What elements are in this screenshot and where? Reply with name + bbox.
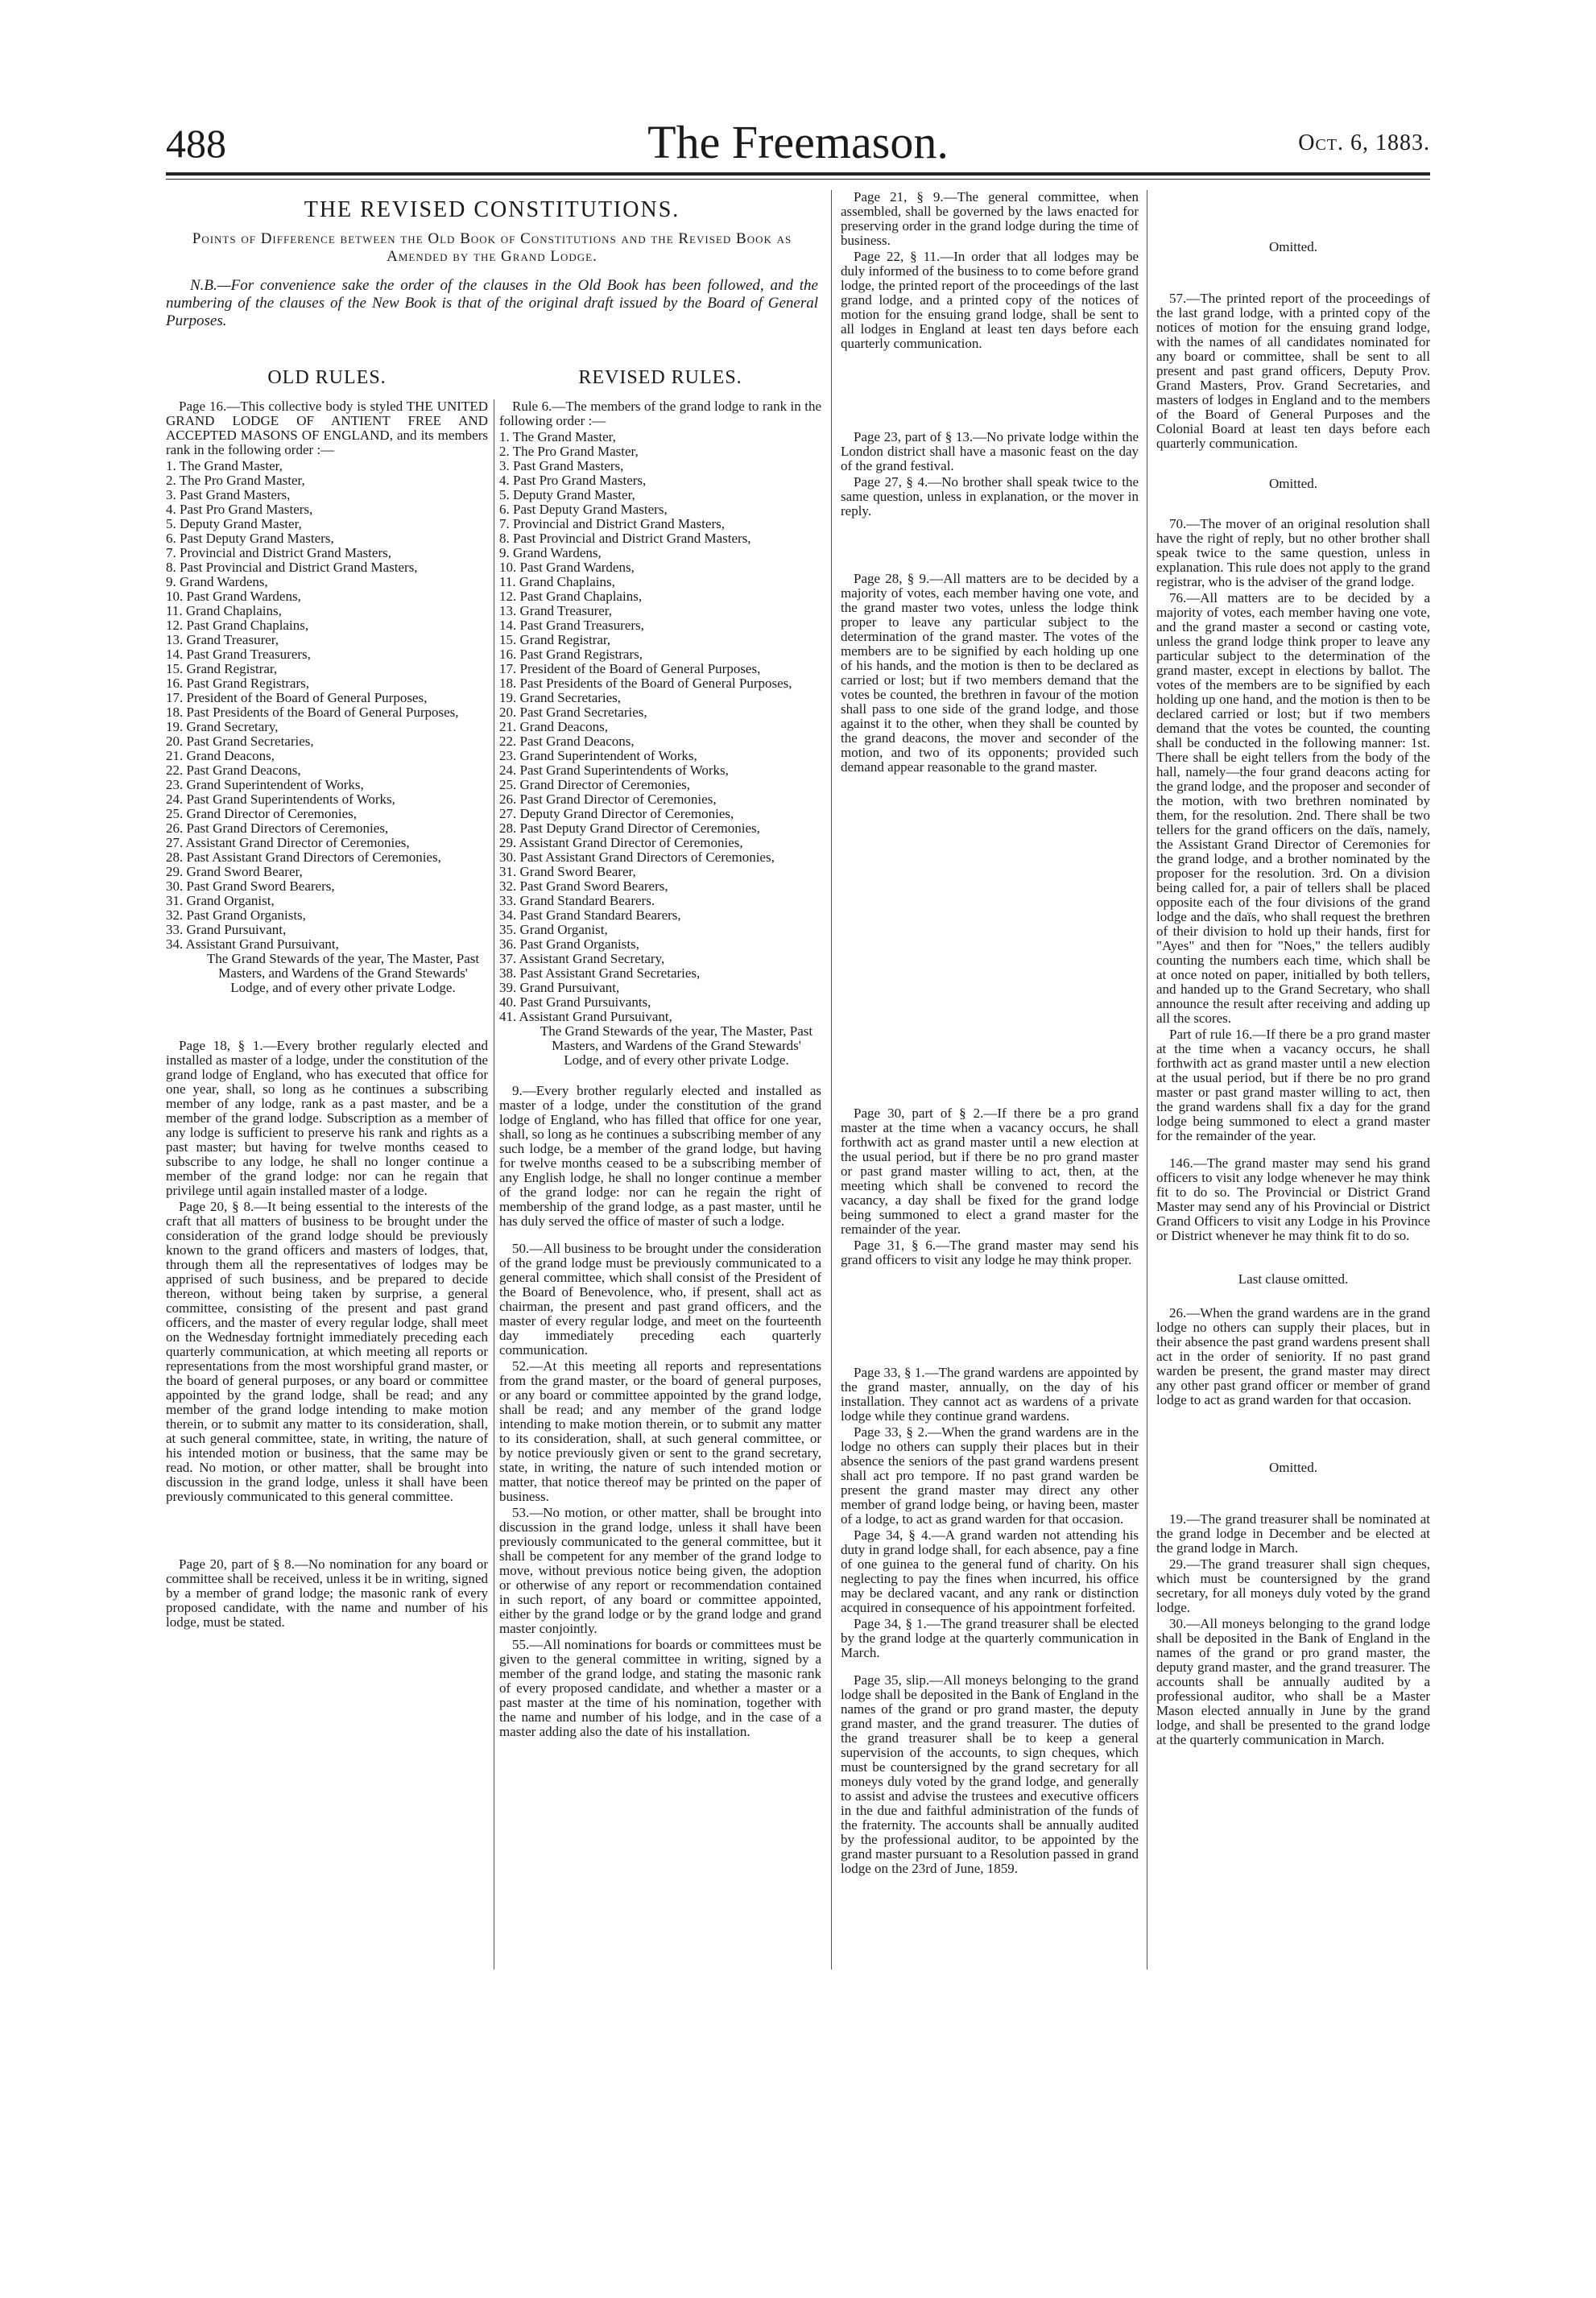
revised-rule-26: 26.—When the grand wardens are in the grand lodge no others can supply their places, but in their absence the past grand wardens present shall act in the order of seniority. If no past grand warden be present, the grand master may direct any other past grand officer or member of grand lodge to act as grand warden for that occasion. <box>1156 1305 1430 1407</box>
revised-rank-item: 24. Past Grand Superintendents of Works, <box>499 763 729 778</box>
revised-rank-item: 18. Past Presidents of the Board of General Purposes, <box>499 676 792 691</box>
revised-rule-76: 76.—All matters are to be decided by a majority of votes, each member having one vote, and the grand master a second or casting vote, unless the grand lodge think proper to leave any particular subject to the determination of the grand master, except in elections by ballot. The votes of the members are to be signified by each holding up one hand, and the motion is then to be declared carried or lost; but if two members demand that the votes be counted, the counting shall be conducted in the following manner: 1st. There shall be eight tellers from the body of the hall, namely—the four grand deacons acting for the grand lodge, and the proposer and seconder of the motion, with two brethren nominated by them, for the resolution. 2nd. There shall be two tellers for the grand officers on the daïs, namely, the Assistant Grand Director of Ceremonies for the grand lodge, and a brother nominated by the proposer for the resolution. 3rd. On a division being called for, a pair of tellers shall be placed opposite each of the four divisions of the grand lodge and the daïs, who shall request the brethren of their division to hold up their hands, first for "Ayes" and then for "Noes," the tellers audibly counting the numbers each time, which shall be at once noted on paper, initialled by both tellers, and handed up to the Grand Secretary, who shall announce the result after receiving and adding up all the scores. <box>1156 590 1430 1026</box>
revised-intro: Rule 6.—The members of the grand lodge to rank in the following order :— <box>499 399 821 428</box>
revised-rule-53: 53.—No motion, or other matter, shall be brought into discussion in the grand lodge, unless it shall have been previously communicated to the general committee, but it shall be competent for any member of the grand lodge to move, without previous notice being given, the adoption or otherwise of any report or recommendation contained in such report, of any board or committee appointed, either by the grand lodge or by the grand lodge and grand master conjointly. <box>499 1505 821 1636</box>
revised-rank-item: 14. Past Grand Treasurers, <box>499 618 644 633</box>
old-ranks-tail: The Grand Stewards of the year, The Master, Past Masters, and Wardens of the Grand Stewards' Lodge, and of every other private Lodge. <box>206 951 480 995</box>
revised-rank-item: 31. Grand Sword Bearer, <box>499 864 636 879</box>
old-rank-item: 18. Past Presidents of the Board of General Purposes, <box>166 705 459 720</box>
newspaper-title: The Freemason. <box>647 116 949 168</box>
revised-rank-item: 20. Past Grand Secretaries, <box>499 705 647 720</box>
revised-rank-item: 26. Past Grand Director of Ceremonies, <box>499 791 717 807</box>
revised-ranks-tail: The Grand Stewards of the year, The Master, Past Masters, and Wardens of the Grand Stewards' Lodge, and of every other private Lodge. <box>540 1023 813 1068</box>
revised-rule-50: 50.—All business to be brought under the consideration of the grand lodge must be previously communicated to a general committee, which shall consist of the President of the Board of Benevolence, who, if present, shall act as chairman, the present and past grand officers, and the master of every regular lodge, and meet on the fourteenth day immediately preceding each quarterly communication. <box>499 1241 821 1358</box>
revised-rule-55: 55.—All nominations for boards or committees must be given to the general committee in writing, signed by a member of the grand lodge, and stating the masonic rank of every proposed candidate, and whether a master or a past master at the time of his nomination, together with the name and number of his lodge, and in the case of a master adding also the date of his installation. <box>499 1637 821 1739</box>
revised-rule-19: 19.—The grand treasurer shall be nominated at the grand lodge in December and be elected at the grand lodge in March. <box>1156 1511 1430 1556</box>
old-rules-column-continued <box>841 190 1139 1878</box>
omitted-note: Omitted. <box>1269 239 1317 254</box>
revised-rank-item: 22. Past Grand Deacons, <box>499 734 635 749</box>
revised-rank-item: 40. Past Grand Pursuivants, <box>499 994 651 1010</box>
revised-rank-item: 15. Grand Registrar, <box>499 632 611 647</box>
article-header <box>166 190 818 330</box>
old-page-23: Page 23, part of § 13.—No private lodge within the London district shall have a masonic feast on the day of the grand festival. <box>841 429 1139 473</box>
old-rank-item: 14. Past Grand Treasurers, <box>166 647 311 662</box>
old-rank-item: 32. Past Grand Organists, <box>166 907 306 923</box>
revised-rank-item: 30. Past Assistant Grand Directors of Ceremonies, <box>499 849 775 865</box>
revised-rule-9: 9.—Every brother regularly elected and installed as master of a lodge, under the constitution of the grand lodge of England, who has filled that office for one year, shall, so long as he continues a subscribing member of any such lodge, be a member of the grand lodge, but having for twelve months ceased to be a subscribing member of any English lodge, he shall no longer continue a member of the grand lodge: nor can he regain the right of membership of the grand lodge, as a past master, until he has duly served the office of master of such a lodge. <box>499 1083 821 1229</box>
revised-rule-29: 29.—The grand treasurer shall sign cheques, which must be countersigned by the grand secretary, for all moneys duly voted by the grand lodge. <box>1156 1556 1430 1615</box>
masthead <box>166 116 1430 168</box>
old-page-28: Page 28, § 9.—All matters are to be decided by a majority of votes, each member having one vote, and the grand master two votes, unless the lodge think proper to leave any particular subject to the determination of the grand master. The votes of the members are to be signified by each holding up one of his hands, and the motion is then to be declared as carried or lost; but if two members demand that the votes be counted, the brethren in favour of the motion shall pass to one side of the grand lodge, and those against it to the other, when they shall be counted by the grand deacons, the mover and seconder of the motion, and two of its opponents; provided such demand appear reasonable to the grand master. <box>841 571 1139 775</box>
revised-rule-146: 146.—The grand master may send his grand officers to visit any lodge whenever he may think fit to do so. The Provincial or District Grand Master may send any of his Provincial or District Grand Officers to visit any Lodge in his Province or District whenever he may think fit to do so. <box>1156 1155 1430 1243</box>
revised-rank-item: 1. The Grand Master, <box>499 429 616 444</box>
old-rank-item: 22. Past Grand Deacons, <box>166 763 301 778</box>
old-page-33-s2: Page 33, § 2.—When the grand wardens are in the lodge no others can supply their places but in their absence the seniors of the past grand wardens present shall act pro tempore. If no past grand warden be present the grand master may direct any other member of grand lodge being, or having been, master of a lodge, to act as grand warden for that occasion. <box>841 1424 1139 1527</box>
masthead-rule-thin <box>166 179 1430 180</box>
article-title: THE REVISED CONSTITUTIONS. <box>304 197 680 222</box>
old-rank-item: 25. Grand Director of Ceremonies, <box>166 806 357 821</box>
old-rank-item: 34. Assistant Grand Pursuivant, <box>166 936 339 952</box>
old-rules-column <box>166 399 488 1631</box>
revised-rank-item: 23. Grand Superintendent of Works, <box>499 748 697 763</box>
old-page-33: Page 33, § 1.—The grand wardens are appointed by the grand master, annually, on the day of his installation. They cannot act as wardens of a private lodge while they continue grand wardens. <box>841 1365 1139 1424</box>
masthead-rule <box>166 172 1430 176</box>
old-rank-item: 9. Grand Wardens, <box>166 574 268 589</box>
revised-rank-item: 3. Past Grand Masters, <box>499 458 624 473</box>
old-page-34-s1: Page 34, § 1.—The grand treasurer shall be elected by the grand lodge at the quarterly communication in March. <box>841 1616 1139 1660</box>
old-rank-item: 12. Past Grand Chaplains, <box>166 618 309 633</box>
old-rank-item: 3. Past Grand Masters, <box>166 487 291 502</box>
revised-rank-item: 12. Past Grand Chaplains, <box>499 589 643 604</box>
revised-rank-item: 8. Past Provincial and District Grand Masters, <box>499 531 751 546</box>
revised-rule-30: 30.—All moneys belonging to the grand lodge shall be deposited in the Bank of England in the names of the grand or pro grand master, the deputy grand master, and the grand treasurer. The accounts shall be annually audited by a professional auditor, who shall be a Master Mason elected annually in June by the grand lodge, and shall be presented to the grand lodge at the quarterly communication in March. <box>1156 1616 1430 1747</box>
old-rules-heading: OLD RULES. <box>267 367 387 388</box>
revised-rank-item: 6. Past Deputy Grand Masters, <box>499 502 668 517</box>
column-divider <box>831 190 832 1969</box>
old-rank-item: 28. Past Assistant Grand Directors of Ceremonies, <box>166 849 441 865</box>
revised-rank-item: 41. Assistant Grand Pursuivant, <box>499 1009 672 1024</box>
revised-rank-item: 39. Grand Pursuivant, <box>499 980 620 995</box>
old-page-35: Page 35, slip.—All moneys belonging to the grand lodge shall be deposited in the Bank of England in the names of the grand or pro grand master, the deputy grand master, and the grand treasurer. The duties of the grand treasurer shall be to keep a general supervision of the accounts, to sign cheques, which must be countersigned by the grand secretary for all moneys duly voted by the grand lodge, and generally to assist and advise the trustees and executive officers in the due and faithful administration of the funds of the fraternity. The accounts shall be annually audited by the professional auditor, to be appointed by the grand master pursuant to a Resolution passed in grand lodge on the 23rd of June, 1859. <box>841 1672 1139 1876</box>
old-rank-item: 2. The Pro Grand Master, <box>166 473 305 488</box>
revised-rank-item: 4. Past Pro Grand Masters, <box>499 473 647 488</box>
revised-rank-item: 7. Provincial and District Grand Masters, <box>499 516 725 531</box>
old-rank-item: 20. Past Grand Secretaries, <box>166 734 314 749</box>
revised-rank-item: 38. Past Assistant Grand Secretaries, <box>499 965 701 981</box>
old-rank-item: 27. Assistant Grand Director of Ceremonies, <box>166 835 410 850</box>
old-rank-item: 17. President of the Board of General Purposes, <box>166 690 428 705</box>
revised-rank-item: 25. Grand Director of Ceremonies, <box>499 777 690 792</box>
old-page-31: Page 31, § 6.—The grand master may send his grand officers to visit any lodge he may think proper. <box>841 1238 1139 1267</box>
revised-rules-column <box>499 399 821 1741</box>
revised-rule-57: 57.—The printed report of the proceedings of the last grand lodge, with a printed copy of the notices of motion for the ensuing grand lodge, with the names of all candidates nominated for any board or committee, shall be sent to all present and past grand officers, Deputy Prov. Grand Masters, Prov. Grand Secretaries, and masters of lodges in England and to the members of the Board of General Purposes and the Colonial Board at least ten days before each quarterly communication. <box>1156 291 1430 451</box>
old-page-27: Page 27, § 4.—No brother shall speak twice to the same question, unless in explanation, or the mover in reply. <box>841 474 1139 519</box>
revised-rank-item: 34. Past Grand Standard Bearers, <box>499 907 681 923</box>
revised-rank-item: 27. Deputy Grand Director of Ceremonies, <box>499 806 734 821</box>
old-rank-item: 30. Past Grand Sword Bearers, <box>166 878 335 894</box>
old-rank-item: 5. Deputy Grand Master, <box>166 516 302 531</box>
omitted-note: Omitted. <box>1269 1460 1317 1475</box>
revised-rank-item: 36. Past Grand Organists, <box>499 936 639 952</box>
old-page-20-part: Page 20, part of § 8.—No nomination for any board or committee shall be received, unless it be in writing, signed by a member of grand lodge; the masonic rank of every proposed candidate, with the name and number of his lodge, must be stated. <box>166 1556 488 1630</box>
old-intro: Page 16.—This collective body is styled THE UNITED GRAND LODGE OF ANTIENT FREE AND ACCEPTED MASONS OF ENGLAND, and its members rank in the following order :— <box>166 399 488 457</box>
old-rank-item: 10. Past Grand Wardens, <box>166 589 301 604</box>
revised-rank-list <box>499 430 821 1024</box>
article-subtitle: Points of Difference between the Old Book of Constitutions and the Revised Book as Amended by the Grand Lodge. <box>192 230 792 265</box>
revised-rank-item: 9. Grand Wardens, <box>499 545 602 560</box>
old-page-22: Page 22, § 11.—In order that all lodges may be duly informed of the business to to come before grand lodge, the printed report of the proceedings of the last grand lodge, and a printed copy of the notices of motion for the ensuing grand lodge, shall be sent to all lodges in England at least ten days before each quarterly communication. <box>841 249 1139 351</box>
revised-rank-item: 29. Assistant Grand Director of Ceremonies, <box>499 835 743 850</box>
revised-rank-item: 21. Grand Deacons, <box>499 719 609 734</box>
issue-date: Oct. 6, 1883. <box>1298 130 1430 155</box>
old-rank-item: 24. Past Grand Superintendents of Works, <box>166 791 395 807</box>
old-rank-item: 8. Past Provincial and District Grand Masters, <box>166 560 418 575</box>
old-rank-item: 1. The Grand Master, <box>166 458 283 473</box>
old-rank-item: 19. Grand Secretary, <box>166 719 279 734</box>
old-page-34: Page 34, § 4.—A grand warden not attending his duty in grand lodge shall, for each absence, pay a fine of one guinea to the general fund of charity. On his neglecting to pay the fines when incurred, his office may be declared vacant, and any rank or distinction acquired in consequence of his appointment forfeited. <box>841 1527 1139 1615</box>
revised-rank-item: 13. Grand Treasurer, <box>499 603 613 618</box>
old-page-30: Page 30, part of § 2.—If there be a pro grand master at the time when a vacancy occurs, he shall forthwith act as grand master until a new election at the usual period, but if there be no pro grand master or past grand master willing to act, then, at the meeting which shall be convened to record the vacancy, a day shall be fixed for the grand lodge being summoned to elect a grand master for the remainder of the year. <box>841 1106 1139 1237</box>
revised-rule-52: 52.—At this meeting all reports and representations from the grand master, or the board of general purposes, or any board or committee appointed by the grand lodge, shall be read; and any member of the grand lodge intending to make motion therein, or to submit any matter to its consideration, shall, at such general committee, or by notice previously given or sent to the grand secretary, state, in writing, the nature of such intended motion or matter, that notice thereof may be printed on the paper of business. <box>499 1358 821 1504</box>
omitted-note: Omitted. <box>1269 476 1317 491</box>
old-page-18: Page 18, § 1.—Every brother regularly elected and installed as master of a lodge, under the constitution of the grand lodge of England, who has executed that office for one year, shall, so long as he continues a subscribing member of any lodge, rank as a past master, and be a member of the grand lodge. Subscription as a member of any lodge is sufficient to preserve his rank and rights as a past master; but having for twelve months ceased to subscribe to any lodge, he shall no longer continue a member of the grand lodge: nor can he regain that privilege until again installed master of a lodge. <box>166 1038 488 1198</box>
old-rank-item: 33. Grand Pursuivant, <box>166 922 287 937</box>
old-rank-item: 6. Past Deputy Grand Masters, <box>166 531 334 546</box>
old-page-21: Page 21, § 9.—The general committee, when assembled, shall be governed by the laws enacted for preserving order in the grand lodge during the time of business. <box>841 189 1139 248</box>
revised-rank-item: 19. Grand Secretaries, <box>499 690 622 705</box>
revised-rank-item: 37. Assistant Grand Secretary, <box>499 951 665 966</box>
revised-rank-item: 10. Past Grand Wardens, <box>499 560 635 575</box>
revised-rank-item: 35. Grand Organist, <box>499 922 608 937</box>
old-rank-item: 7. Provincial and District Grand Masters, <box>166 545 391 560</box>
revised-rank-item: 32. Past Grand Sword Bearers, <box>499 878 668 894</box>
revised-rank-item: 33. Grand Standard Bearers. <box>499 893 655 908</box>
revised-rules-column-continued <box>1156 190 1430 1749</box>
revised-rank-item: 16. Past Grand Registrars, <box>499 647 643 662</box>
old-rank-item: 11. Grand Chaplains, <box>166 603 282 618</box>
last-clause-omitted: Last clause omitted. <box>1238 1271 1349 1287</box>
old-rank-item: 29. Grand Sword Bearer, <box>166 864 303 879</box>
old-rank-item: 23. Grand Superintendent of Works, <box>166 777 364 792</box>
revised-rank-item: 28. Past Deputy Grand Director of Ceremonies, <box>499 820 760 836</box>
old-rank-item: 26. Past Grand Directors of Ceremonies, <box>166 820 389 836</box>
old-rank-list <box>166 459 488 952</box>
old-rank-item: 31. Grand Organist, <box>166 893 275 908</box>
old-rank-item: 4. Past Pro Grand Masters, <box>166 502 313 517</box>
old-rank-item: 16. Past Grand Registrars, <box>166 676 310 691</box>
old-rank-item: 21. Grand Deacons, <box>166 748 275 763</box>
revised-rule-70: 70.—The mover of an original resolution shall have the right of reply, but no other brother shall speak twice to the same question, unless in explanation. This rule does not apply to the grand registrar, who is the adviser of the grand lodge. <box>1156 516 1430 589</box>
revised-part-rule-16: Part of rule 16.—If there be a pro grand master at the time when a vacancy occurs, he shall forthwith act as grand master until a new election at the usual period, but if there be no pro grand master or past grand master willing to act, then the grand wardens shall fix a day for the grand lodge being summoned to elect a grand master for the remainder of the year. <box>1156 1027 1430 1143</box>
revised-rank-item: 2. The Pro Grand Master, <box>499 444 639 459</box>
old-rank-item: 15. Grand Registrar, <box>166 661 278 676</box>
revised-rank-item: 5. Deputy Grand Master, <box>499 487 635 502</box>
revised-rank-item: 11. Grand Chaplains, <box>499 574 615 589</box>
article-note: N.B.—For convenience sake the order of the clauses in the Old Book has been followed, and the numbering of the clauses of the New Book is that of the original draft issued by the Board of General Purposes. <box>166 277 818 329</box>
page-number: 488 <box>166 121 226 166</box>
old-page-20: Page 20, § 8.—It being essential to the interests of the craft that all matters of business to be brought under the consideration of the grand lodge should be previously known to the grand officers and masters of lodges, that, through them all the representatives of lodges may be apprised of such business, and be prepared to decide thereon, without being taken by surprise, a general committee, consisting of the present and past grand officers, and the master of every regular lodge, shall meet on the Wednesday fortnight immediately preceding each quarterly communication, at which meeting all reports or representations from the most worshipful grand master, or the board of general purposes, or any board or committee appointed by the grand lodge, shall be read; and any member of the grand lodge intending to make motion therein, or to submit any matter to its consideration, shall, at such general committee, state, in writing, the nature of his intended motion or business, that the same may be read. No motion, or other matter, shall be brought into discussion in the grand lodge, unless it shall have been previously communicated to this general committee. <box>166 1199 488 1504</box>
old-rank-item: 13. Grand Treasurer, <box>166 632 279 647</box>
revised-rank-item: 17. President of the Board of General Purposes, <box>499 661 761 676</box>
revised-rules-heading: REVISED RULES. <box>578 367 742 388</box>
